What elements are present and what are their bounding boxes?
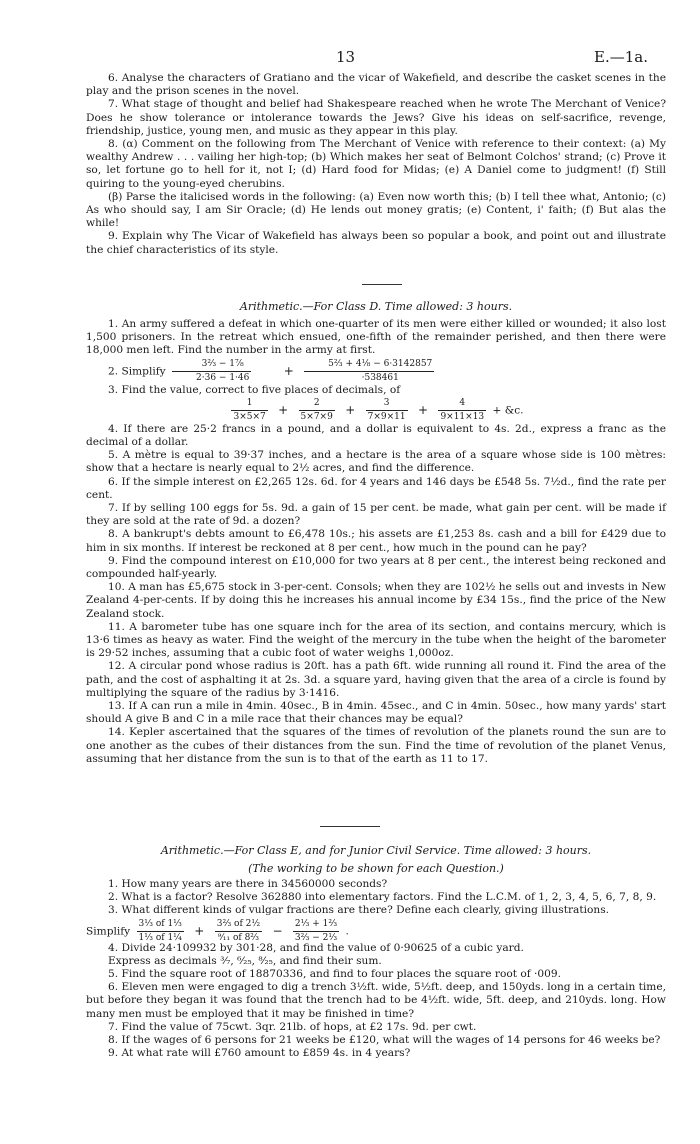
fraction-numerator: 2⅓ + 1⅔ bbox=[293, 918, 339, 932]
section-divider bbox=[362, 284, 402, 285]
fraction-denominator: 9×11×13 bbox=[440, 412, 485, 423]
fraction-denominator: 1⅓ of 1¼ bbox=[138, 932, 182, 943]
question: 6. Analyse the characters of Gratiano and the vicar of Wakefield, and describe the casket scenes in the play and the prison scenes in the novel. bbox=[86, 72, 666, 98]
question: 8. (α) Comment on the following from The Merchant of Venice with reference to their context: (a) My wealthy Andrew . . . vailing her high-top; (b) Which makes her seat of Belmont Colchos' strand; (c) Prove it so, let fortune go to hell for it, not I; (d) Hard food for Midas; (e) A Daniel come to judgment! (f) Still quiring to the young-eyed cherubins. bbox=[86, 138, 666, 190]
fraction bbox=[299, 397, 335, 424]
fraction-denominator: 5×7×9 bbox=[300, 412, 333, 423]
question: 9. At what rate will £760 amount to £859 4s. in 4 years? bbox=[108, 1047, 411, 1060]
section-divider bbox=[320, 826, 380, 827]
question: 5. A mètre is equal to 39·37 inches, and a hectare is the area of a square whose side is 100 mètres: show that a hectare is nearly equal to 2½ acres, and find the difference. bbox=[86, 449, 666, 475]
plus-sign: + bbox=[278, 402, 289, 417]
question: 9. Find the compound interest on £10,000 for two years at 8 per cent., the interest being reckoned and compounded half-yearly. bbox=[86, 554, 666, 581]
fraction-denominator: 3×5×7 bbox=[233, 412, 266, 423]
fraction bbox=[438, 397, 486, 424]
fraction bbox=[137, 918, 184, 945]
fraction-denominator: 2·36 − 1·46 bbox=[196, 372, 250, 383]
question: 3. Find the value, correct to five places of decimals, of bbox=[108, 383, 401, 396]
fraction-denominator: 7×9×11 bbox=[367, 412, 406, 423]
fraction-denominator: ·538461 bbox=[361, 372, 399, 383]
document-code: E.—1a. bbox=[594, 48, 648, 66]
fraction bbox=[231, 397, 267, 424]
question: (β) Parse the italicised words in the following: (a) Even now worth this; (b) I tell thee what, Antonio; (c) As who should say, I am Sir Oracle; (d) He lends out money gratis; (e) Content, i' faith; (f) But alas the while! bbox=[86, 190, 666, 230]
question: 9. Explain why The Vicar of Wakefield has always been so popular a book, and point out and illustrate the chief characteristics of its style. bbox=[86, 230, 666, 256]
class-e-questions bbox=[86, 878, 666, 1060]
class-d-questions bbox=[86, 318, 666, 766]
question: 4. Divide 24·109932 by 301·28, and find the value of 0·90625 of a cubic yard. bbox=[108, 941, 524, 954]
question: 2. What is a factor? Resolve 362880 into elementary factors. Find the L.C.M. of 1, 2, 3, 4, 5, 6, 7, 8, 9. bbox=[108, 891, 657, 904]
simplify-expression bbox=[86, 918, 666, 942]
series-expression bbox=[86, 397, 666, 423]
question: 6. Eleven men were engaged to dig a trench 3½ft. wide, 5½ft. deep, and 150yds. long in a certain time, but before they began it was found that the trench had to be 4½ft. wide, 5ft. deep, and 210yds. long. How many men must be employed that it may be finished in time? bbox=[86, 981, 666, 1020]
section-heading-class-e: Arithmetic.—For Class E, and for Junior Civil Service. Time allowed: 3 hours. bbox=[160, 844, 592, 857]
plus-sign: + bbox=[194, 923, 205, 938]
fraction-denominator: ⁹⁄₁₁ of 8⅔ bbox=[217, 932, 260, 943]
fraction-numerator: 3⅔ of 2½ bbox=[215, 918, 262, 932]
question: 6. If the simple interest on £2,265 12s. 6d. for 4 years and 146 days be £548 5s. 7½d., find the rate per cent. bbox=[86, 475, 666, 501]
question: 1. An army suffered a defeat in which one-quarter of its men were either killed or wounded; it also lost 1,500 prisoners. In the retreat which ensued, one-fifth of the remainder perished, and then there were 18,000 men left. Find the number in the army at first. bbox=[86, 318, 666, 357]
fraction-numerator: 3 bbox=[366, 397, 408, 411]
plus-sign: + bbox=[345, 402, 356, 417]
simplify-end: . bbox=[345, 925, 349, 938]
simplify-label: 2. Simplify bbox=[108, 365, 166, 378]
fraction bbox=[172, 358, 251, 385]
fraction-numerator: 2 bbox=[299, 397, 335, 411]
plus-sign: + bbox=[283, 363, 294, 378]
question-simplify bbox=[86, 358, 666, 384]
fraction-numerator: 4 bbox=[438, 397, 486, 411]
question: 3. What different kinds of vulgar fractions are there? Define each clearly, giving illustrations. bbox=[108, 904, 610, 917]
simplify-label: Simplify bbox=[86, 925, 131, 938]
series-tail: + &c. bbox=[492, 404, 524, 417]
question: 4. If there are 25·2 francs in a pound, and a dollar is equivalent to 4s. 2d., express a franc as the decimal of a dollar. bbox=[86, 422, 666, 449]
question: 5. Find the square root of 18870336, and find to four places the square root of ·009. bbox=[108, 968, 561, 981]
fraction-numerator: 3⅔ − 1⅞ bbox=[172, 358, 251, 372]
fraction-denominator: 3⅔ − 2⅓ bbox=[294, 932, 338, 943]
question: 10. A man has £5,675 stock in 3-per-cent. Consols; when they are 102½ he sells out and invests in New Zealand 4-per-cents. If by doing this he increases his annual income by £34 15s., find the price of the New Zealand stock. bbox=[86, 581, 666, 620]
fraction-numerator: 5⅔ + 4⅛ − 6·3142857 bbox=[304, 358, 434, 372]
fraction bbox=[304, 358, 434, 385]
plus-sign: + bbox=[418, 402, 429, 417]
fraction-numerator: 1 bbox=[231, 397, 267, 411]
fraction bbox=[215, 918, 262, 945]
question: 12. A circular pond whose radius is 20ft. has a path 6ft. wide running all round it. Find the area of the path, and the cost of asphalting it at 2s. 3d. a square yard, having given that the area of a circle is found by multiplying the square of the radius by 3·1416. bbox=[86, 660, 666, 699]
section-note: (The working to be shown for each Question.) bbox=[248, 862, 504, 875]
page-number: 13 bbox=[336, 48, 356, 66]
fraction bbox=[366, 397, 408, 424]
question: 11. A barometer tube has one square inch for the area of its section, and contains mercury, which is 13·6 times as heavy as water. Find the weight of the mercury in the tube when the height of the barometer is 29·52 inches, assuming that a cubic foot of water weighs 1,000oz. bbox=[86, 620, 666, 660]
literature-questions bbox=[86, 72, 666, 257]
question: 13. If A can run a mile in 4min. 40sec., B in 4min. 45sec., and C in 4min. 50sec., how many yards' start should A give B and C in a mile race that their chances may be equal? bbox=[86, 700, 666, 726]
section-heading-class-d: Arithmetic.—For Class D. Time allowed: 3 hours. bbox=[239, 300, 513, 313]
question: 1. How many years are there in 34560000 seconds? bbox=[108, 878, 388, 890]
question: 8. If the wages of 6 persons for 21 weeks be £120, what will the wages of 14 persons for 46 weeks be? bbox=[108, 1034, 661, 1047]
question: 7. What stage of thought and belief had Shakespeare reached when he wrote The Merchant of Venice? Does he show tolerance or intolerance towards the Jews? Give his ideas on self-sacrifice, revenge, friendship, justice, young men, and music as they appear in this play. bbox=[86, 98, 666, 137]
fraction bbox=[293, 918, 339, 945]
question: 14. Kepler ascertained that the squares of the times of revolution of the planets round the sun are to one another as the cubes of their distances from the sun. Find the time of revolution of the planet Venus, assuming that her distance from the sun is to that of the earth as 11 to 17. bbox=[86, 726, 666, 765]
question: 8. A bankrupt's debts amount to £6,478 10s.; his assets are £1,253 8s. cash and a bill for £429 due to him in six months. If interest be reckoned at 8 per cent., how much in the pound can he pay? bbox=[86, 528, 666, 554]
question: Express as decimals ³⁄₇, ⁶⁄₂₅, ⁸⁄₂₅, and find their sum. bbox=[108, 954, 382, 967]
fraction-numerator: 3⅓ of 1⅓ bbox=[137, 918, 184, 932]
question: 7. Find the value of 75cwt. 3qr. 21lb. of hops, at £2 17s. 9d. per cwt. bbox=[108, 1020, 477, 1033]
minus-sign: − bbox=[272, 923, 283, 938]
question: 7. If by selling 100 eggs for 5s. 9d. a gain of 15 per cent. be made, what gain per cent. will be made if they are sold at the rate of 9d. a dozen? bbox=[86, 502, 666, 528]
